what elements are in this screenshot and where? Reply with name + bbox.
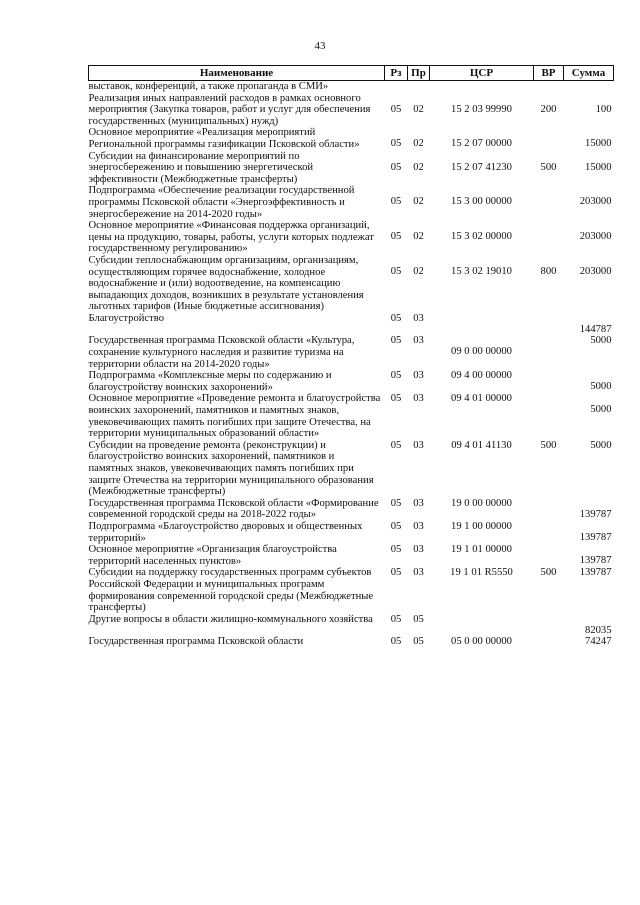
row-pr: 03: [413, 370, 424, 382]
row-sum: 203000: [579, 231, 612, 243]
row-name: выставок, конференций, а также пропаганда в СМИ»: [88, 81, 329, 92]
row-sum: 139787: [579, 555, 612, 567]
header-sum: Сумма: [564, 66, 614, 81]
table-row: [89, 151, 614, 186]
row-rz: 05: [390, 161, 402, 173]
row-sum: 100: [595, 103, 612, 115]
row-name: Благоустройство: [88, 312, 164, 324]
row-csr: 09 4 01 41130: [451, 439, 512, 451]
row-rz: 05: [390, 138, 402, 150]
row-rz: 05: [390, 231, 402, 243]
row-vr: [534, 636, 564, 648]
header-rz: Рз: [385, 66, 408, 81]
row-rz: [385, 81, 408, 93]
row-rz: 05: [390, 497, 402, 509]
row-rz: 05: [390, 370, 402, 382]
row-sum: 5000: [590, 381, 612, 393]
row-rz: 05: [390, 613, 402, 625]
row-csr: 15 2 03 99990: [451, 103, 512, 115]
table-row: [89, 255, 614, 313]
row-csr: 19 0 00 00000: [451, 497, 512, 509]
table-row: [89, 393, 614, 439]
row-pr: 03: [413, 544, 424, 556]
table-row: [89, 544, 614, 567]
budget-table: [88, 65, 614, 648]
row-sum: 5000: [590, 404, 612, 416]
row-rz: 05: [390, 439, 402, 451]
row-name: Другие вопросы в области жилищно-коммунального хозяйства: [88, 613, 373, 625]
row-name: Субсидии на поддержку государственных программ субъектов Российской Федерации и муниципальных программ формирования современной городской среды (Межбюджетные трансферты): [88, 567, 374, 614]
row-sum: 203000: [579, 265, 612, 277]
row-pr: 03: [413, 393, 424, 405]
table-row: [89, 614, 614, 637]
row-pr: 02: [413, 138, 424, 150]
table-row: [89, 440, 614, 498]
table-row: [89, 220, 614, 255]
row-pr: 03: [413, 312, 424, 324]
row-csr: 19 1 01 00000: [451, 544, 512, 556]
row-csr: 15 3 02 00000: [451, 231, 512, 243]
row-sum: 203000: [579, 196, 612, 208]
row-csr: 19 1 01 R5550: [450, 567, 513, 579]
table-body: [89, 81, 614, 648]
row-name: Основное мероприятие «Финансовая поддержка организаций, цены на продукцию, товары, работы, услуги которых подлежат государственному регулированию»: [88, 220, 374, 255]
row-csr: 09 4 00 00000: [451, 370, 512, 382]
row-vr: [534, 335, 564, 370]
row-vr: 500: [540, 567, 557, 579]
row-csr: 15 3 02 19010: [451, 265, 512, 277]
row-csr: 09 4 01 00000: [451, 393, 512, 405]
table-row: [89, 636, 614, 648]
row-name: Основное мероприятие «Организация благоустройства территорий населенных пунктов»: [88, 544, 337, 567]
table-row: [89, 313, 614, 336]
row-sum: 139787: [579, 567, 612, 579]
table-row: [89, 185, 614, 220]
row-rz: 05: [390, 567, 402, 579]
row-rz: 05: [390, 544, 402, 556]
row-rz: 05: [390, 520, 402, 532]
row-sum: 139787: [579, 531, 612, 543]
row-csr: 15 3 00 00000: [451, 196, 512, 208]
table-header: [89, 66, 614, 81]
table-row: [89, 335, 614, 370]
row-vr: 800: [540, 265, 557, 277]
row-pr: 03: [413, 567, 424, 579]
row-sum: 74247: [585, 636, 612, 648]
table-row: [89, 567, 614, 613]
row-pr: 02: [413, 265, 424, 277]
table-row: [89, 127, 614, 150]
row-name: Реализация иных направлений расходов в рамках основного мероприятия (Закупка товаров, работ и услуг для обеспечения государственных (муниципальных) нужд): [88, 92, 371, 127]
row-name: Подпрограмма «Комплексные меры по содержанию и благоустройству воинских захоронений»: [88, 370, 332, 393]
row-csr: 05 0 00 00000: [451, 636, 512, 648]
row-name: Основное мероприятие «Проведение ремонта и благоустройства воинских захоронений, памятников и памятных знаков, увековечивающих память погибших при защите Отечества, на территории муниципальных образований области»: [88, 393, 381, 440]
row-csr: [430, 313, 534, 336]
row-sum: 15000: [585, 138, 612, 150]
row-name: Субсидии на проведение ремонта (реконструкции) и благоустройство воинских захоронений, памятников и памятных знаков, увековечивающих память погибших при защите Отечества на территории муниципального образования (Межбюджетные трансферты): [88, 439, 374, 498]
page-number: 43: [314, 40, 326, 52]
header-csr: ЦСР: [430, 66, 534, 81]
row-vr: [534, 521, 564, 544]
row-rz: 05: [390, 312, 402, 324]
row-name: Государственная программа Псковской области «Формирование современной городской среды на 2018-2022 годы»: [88, 497, 379, 521]
row-vr: [534, 313, 564, 336]
row-pr: 02: [413, 196, 424, 208]
row-pr: 02: [413, 103, 424, 115]
row-name: Подпрограмма «Обеспечение реализации государственной программы Псковской области «Энергоэффективность и энергосбережение на 2014-2020 годы»: [88, 185, 355, 220]
row-pr: 05: [413, 636, 424, 648]
row-pr: 02: [413, 231, 424, 243]
header-vr: ВР: [534, 66, 564, 81]
row-vr: 500: [540, 439, 557, 451]
row-vr: [534, 185, 564, 220]
table-row: [89, 370, 614, 393]
row-vr: 200: [540, 103, 557, 115]
table-row: [89, 498, 614, 521]
row-vr: 500: [540, 161, 557, 173]
row-rz: 05: [390, 335, 402, 347]
header-row: [89, 66, 614, 81]
row-csr: 15 2 07 41230: [451, 161, 512, 173]
row-rz: 05: [390, 265, 402, 277]
row-pr: 03: [413, 335, 424, 347]
table-row: [89, 93, 614, 128]
row-vr: [534, 614, 564, 637]
row-pr: 05: [413, 613, 424, 625]
row-vr: [534, 220, 564, 255]
row-sum: 5000: [590, 335, 612, 347]
row-name: Субсидии теплоснабжающим организациям, организациям, осуществляющим горячее водоснабжение, холодное водоснабжение и (или) водоотведение, на компенсацию выпадающих доходов, возникших в результате установления льготных тарифов (Иные бюджетные ассигнования): [88, 254, 364, 313]
header-pr: Пр: [408, 66, 430, 81]
row-sum: [564, 81, 614, 93]
row-csr: 09 0 00 00000: [451, 346, 512, 358]
row-vr: [534, 127, 564, 150]
row-name: Государственная программа Псковской области: [88, 636, 304, 648]
row-vr: [534, 393, 564, 439]
table-row: [89, 521, 614, 544]
row-csr: 19 1 00 00000: [451, 520, 512, 532]
row-rz: 05: [390, 636, 402, 648]
row-sum: 15000: [585, 161, 612, 173]
header-name: Наименование: [89, 66, 385, 81]
row-vr: [534, 544, 564, 567]
row-csr: [430, 614, 534, 637]
row-pr: 02: [413, 161, 424, 173]
table-row: [89, 81, 614, 93]
budget-table-container: [88, 65, 613, 648]
row-vr: [534, 370, 564, 393]
row-pr: 03: [413, 520, 424, 532]
row-name: Субсидии на финансирование мероприятий по энергосбережению и повышению энергетической эффективности (Межбюджетные трансферты): [88, 150, 314, 185]
row-pr: 03: [413, 439, 424, 451]
row-name: Основное мероприятие «Реализация мероприятий Региональной программы газификации Псковской области»: [88, 127, 360, 150]
row-rz: 05: [390, 393, 402, 405]
row-pr: [408, 81, 430, 93]
row-csr: 15 2 07 00000: [451, 138, 512, 150]
row-sum: 139787: [579, 508, 612, 520]
row-pr: 03: [413, 497, 424, 509]
row-name: Государственная программа Псковской области «Культура, сохранение культурного наследия и развитие туризма на территории области на 2014-2020 годы»: [88, 335, 355, 370]
row-rz: 05: [390, 196, 402, 208]
row-name: Подпрограмма «Благоустройство дворовых и общественных территорий»: [88, 520, 363, 544]
row-vr: [534, 81, 564, 93]
row-csr: [430, 81, 534, 93]
row-vr: [534, 498, 564, 521]
row-sum: 82035: [585, 624, 612, 636]
row-sum: 5000: [590, 439, 612, 451]
row-rz: 05: [390, 103, 402, 115]
row-sum: 144787: [579, 323, 612, 335]
